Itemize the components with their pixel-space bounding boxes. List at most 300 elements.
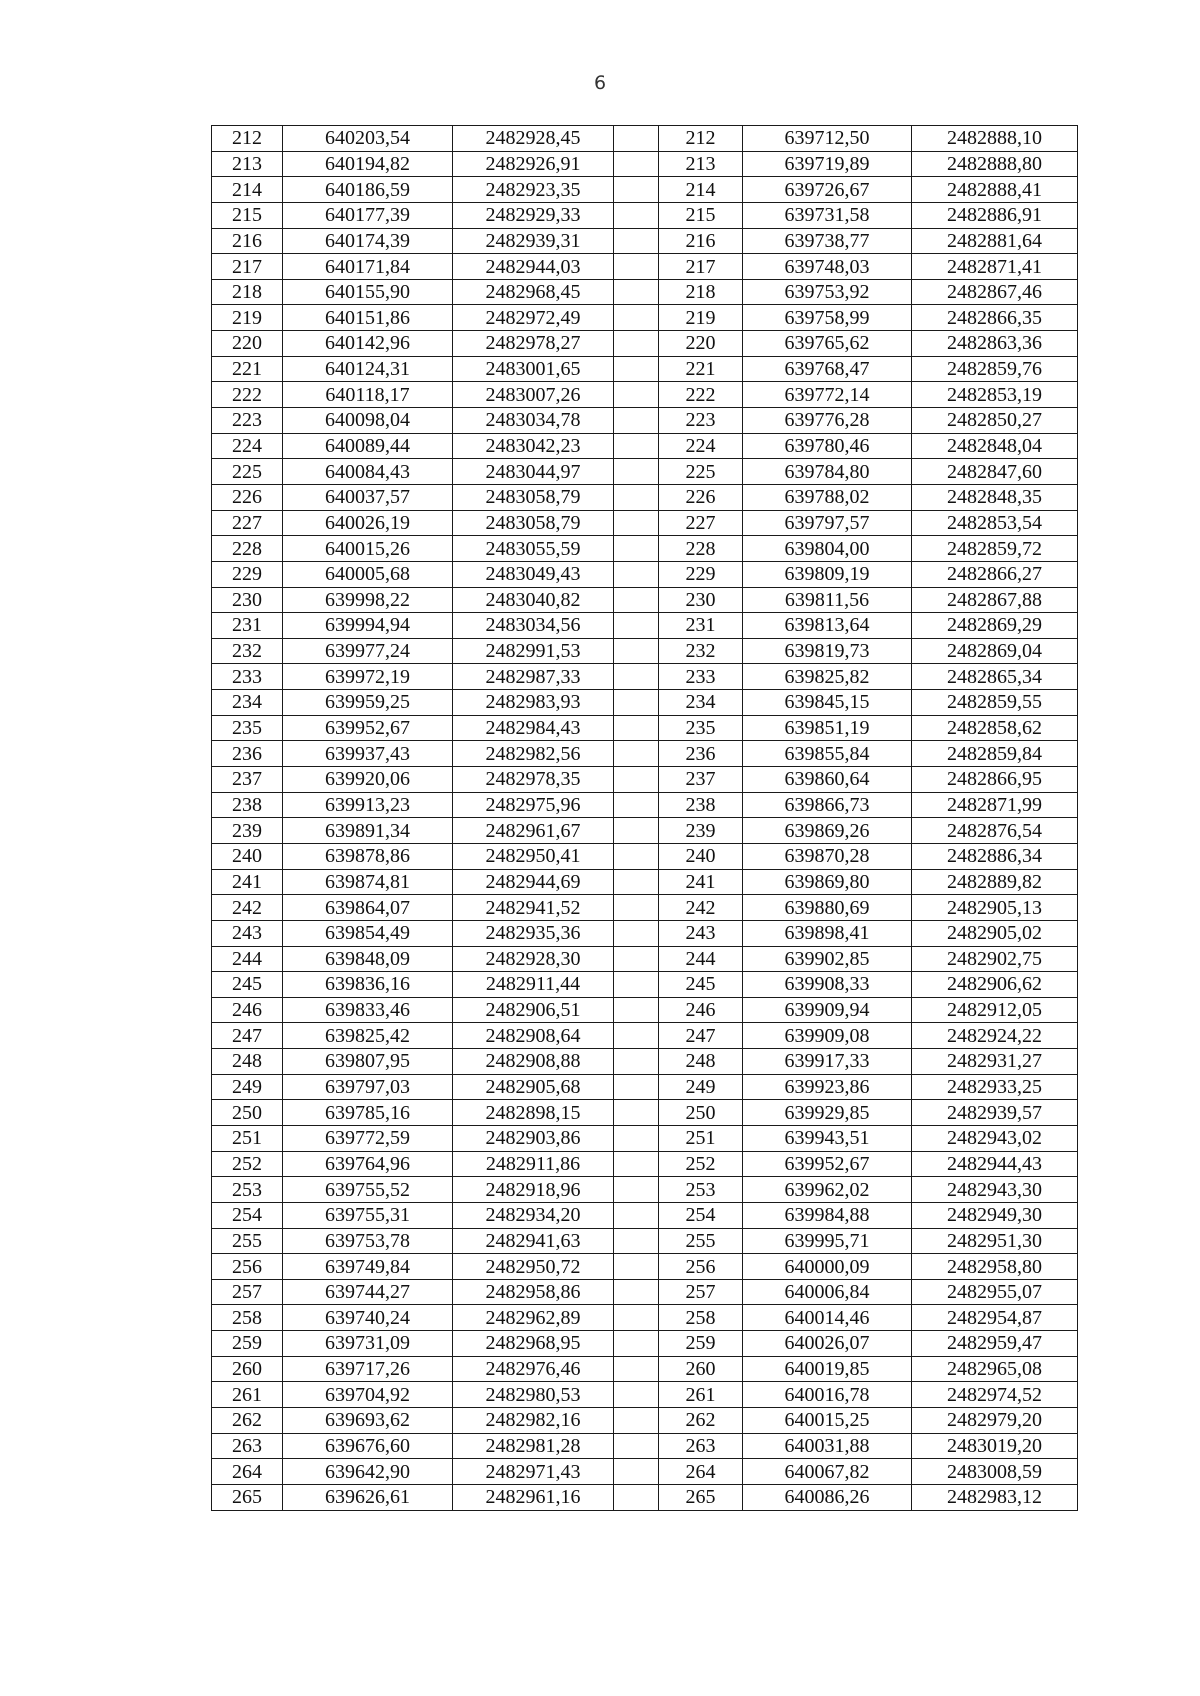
right-x-coordinate: 639804,00 [743, 536, 912, 562]
right-point-number: 256 [659, 1254, 743, 1280]
right-point-number: 221 [659, 356, 743, 382]
empty-gap-cell [614, 510, 659, 536]
right-x-coordinate: 639917,33 [743, 1049, 912, 1075]
right-y-coordinate: 2482902,75 [912, 946, 1078, 972]
right-x-coordinate: 639880,69 [743, 895, 912, 921]
right-y-coordinate: 2482888,41 [912, 177, 1078, 203]
right-point-number: 254 [659, 1202, 743, 1228]
empty-gap-cell [614, 356, 659, 382]
left-point-number: 253 [212, 1177, 283, 1203]
right-y-coordinate: 2482866,27 [912, 561, 1078, 587]
table-row [212, 1023, 1078, 1049]
right-y-coordinate: 2482866,95 [912, 767, 1078, 793]
left-y-coordinate: 2483042,23 [453, 433, 614, 459]
left-x-coordinate: 639755,52 [283, 1177, 453, 1203]
left-y-coordinate: 2482961,16 [453, 1484, 614, 1510]
right-x-coordinate: 640006,84 [743, 1279, 912, 1305]
right-y-coordinate: 2482866,35 [912, 305, 1078, 331]
table-row [212, 1279, 1078, 1305]
left-x-coordinate: 639744,27 [283, 1279, 453, 1305]
table-row [212, 126, 1078, 152]
left-y-coordinate: 2482950,72 [453, 1254, 614, 1280]
right-point-number: 212 [659, 126, 743, 152]
empty-gap-cell [614, 228, 659, 254]
right-point-number: 220 [659, 331, 743, 357]
left-point-number: 250 [212, 1100, 283, 1126]
table-row [212, 1356, 1078, 1382]
left-x-coordinate: 639772,59 [283, 1125, 453, 1151]
right-x-coordinate: 639929,85 [743, 1100, 912, 1126]
empty-gap-cell [614, 664, 659, 690]
left-y-coordinate: 2482950,41 [453, 843, 614, 869]
empty-gap-cell [614, 843, 659, 869]
left-y-coordinate: 2482918,96 [453, 1177, 614, 1203]
right-y-coordinate: 2482869,04 [912, 638, 1078, 664]
right-y-coordinate: 2482886,91 [912, 202, 1078, 228]
left-point-number: 230 [212, 587, 283, 613]
left-point-number: 261 [212, 1382, 283, 1408]
left-x-coordinate: 639977,24 [283, 638, 453, 664]
left-point-number: 221 [212, 356, 283, 382]
right-point-number: 246 [659, 997, 743, 1023]
empty-gap-cell [614, 279, 659, 305]
left-point-number: 231 [212, 613, 283, 639]
right-y-coordinate: 2482871,99 [912, 792, 1078, 818]
right-x-coordinate: 639797,57 [743, 510, 912, 536]
right-point-number: 224 [659, 433, 743, 459]
right-point-number: 223 [659, 408, 743, 434]
right-point-number: 217 [659, 254, 743, 280]
left-x-coordinate: 639848,09 [283, 946, 453, 972]
right-y-coordinate: 2482859,76 [912, 356, 1078, 382]
left-y-coordinate: 2482958,86 [453, 1279, 614, 1305]
right-x-coordinate: 639995,71 [743, 1228, 912, 1254]
empty-gap-cell [614, 305, 659, 331]
right-point-number: 241 [659, 869, 743, 895]
empty-gap-cell [614, 997, 659, 1023]
left-y-coordinate: 2482987,33 [453, 664, 614, 690]
right-y-coordinate: 2482949,30 [912, 1202, 1078, 1228]
right-y-coordinate: 2482853,19 [912, 382, 1078, 408]
left-point-number: 243 [212, 920, 283, 946]
table-row [212, 972, 1078, 998]
empty-gap-cell [614, 459, 659, 485]
right-y-coordinate: 2482979,20 [912, 1408, 1078, 1434]
left-x-coordinate: 639920,06 [283, 767, 453, 793]
left-point-number: 227 [212, 510, 283, 536]
empty-gap-cell [614, 1125, 659, 1151]
right-point-number: 213 [659, 151, 743, 177]
right-x-coordinate: 639811,56 [743, 587, 912, 613]
left-y-coordinate: 2482911,86 [453, 1151, 614, 1177]
right-x-coordinate: 640016,78 [743, 1382, 912, 1408]
right-x-coordinate: 639952,67 [743, 1151, 912, 1177]
right-y-coordinate: 2482905,02 [912, 920, 1078, 946]
table-row [212, 1177, 1078, 1203]
table-row [212, 843, 1078, 869]
table-row [212, 151, 1078, 177]
left-y-coordinate: 2482928,45 [453, 126, 614, 152]
right-x-coordinate: 639923,86 [743, 1074, 912, 1100]
right-point-number: 253 [659, 1177, 743, 1203]
table-row [212, 1408, 1078, 1434]
right-x-coordinate: 640026,07 [743, 1331, 912, 1357]
left-x-coordinate: 639891,34 [283, 818, 453, 844]
left-y-coordinate: 2483001,65 [453, 356, 614, 382]
left-x-coordinate: 639833,46 [283, 997, 453, 1023]
table-row [212, 741, 1078, 767]
right-y-coordinate: 2482974,52 [912, 1382, 1078, 1408]
left-x-coordinate: 639693,62 [283, 1408, 453, 1434]
table-row [212, 305, 1078, 331]
table-row [212, 1484, 1078, 1510]
left-x-coordinate: 640118,17 [283, 382, 453, 408]
right-y-coordinate: 2482886,34 [912, 843, 1078, 869]
right-point-number: 215 [659, 202, 743, 228]
left-y-coordinate: 2482928,30 [453, 946, 614, 972]
empty-gap-cell [614, 1484, 659, 1510]
right-y-coordinate: 2482924,22 [912, 1023, 1078, 1049]
left-point-number: 233 [212, 664, 283, 690]
table-row [212, 279, 1078, 305]
right-x-coordinate: 639870,28 [743, 843, 912, 869]
right-point-number: 242 [659, 895, 743, 921]
right-point-number: 237 [659, 767, 743, 793]
left-y-coordinate: 2483058,79 [453, 510, 614, 536]
right-x-coordinate: 639869,26 [743, 818, 912, 844]
left-y-coordinate: 2482906,51 [453, 997, 614, 1023]
left-point-number: 251 [212, 1125, 283, 1151]
right-y-coordinate: 2482847,60 [912, 459, 1078, 485]
right-y-coordinate: 2482889,82 [912, 869, 1078, 895]
empty-gap-cell [614, 1049, 659, 1075]
table-row [212, 690, 1078, 716]
left-x-coordinate: 640098,04 [283, 408, 453, 434]
left-x-coordinate: 639731,09 [283, 1331, 453, 1357]
left-x-coordinate: 640177,39 [283, 202, 453, 228]
left-x-coordinate: 639854,49 [283, 920, 453, 946]
right-point-number: 229 [659, 561, 743, 587]
left-point-number: 247 [212, 1023, 283, 1049]
left-y-coordinate: 2482898,15 [453, 1100, 614, 1126]
left-x-coordinate: 639797,03 [283, 1074, 453, 1100]
right-point-number: 235 [659, 715, 743, 741]
right-point-number: 260 [659, 1356, 743, 1382]
left-point-number: 220 [212, 331, 283, 357]
left-point-number: 226 [212, 484, 283, 510]
right-x-coordinate: 639984,88 [743, 1202, 912, 1228]
table-row [212, 920, 1078, 946]
left-point-number: 246 [212, 997, 283, 1023]
right-y-coordinate: 2482965,08 [912, 1356, 1078, 1382]
table-row [212, 459, 1078, 485]
right-point-number: 231 [659, 613, 743, 639]
right-x-coordinate: 639869,80 [743, 869, 912, 895]
left-point-number: 241 [212, 869, 283, 895]
right-point-number: 249 [659, 1074, 743, 1100]
empty-gap-cell [614, 587, 659, 613]
left-y-coordinate: 2483055,59 [453, 536, 614, 562]
table-row [212, 1305, 1078, 1331]
left-point-number: 263 [212, 1433, 283, 1459]
table-row [212, 356, 1078, 382]
right-x-coordinate: 639719,89 [743, 151, 912, 177]
left-x-coordinate: 640015,26 [283, 536, 453, 562]
right-y-coordinate: 2482939,57 [912, 1100, 1078, 1126]
left-point-number: 264 [212, 1459, 283, 1485]
left-x-coordinate: 639959,25 [283, 690, 453, 716]
table-row [212, 1228, 1078, 1254]
empty-gap-cell [614, 202, 659, 228]
left-y-coordinate: 2482982,56 [453, 741, 614, 767]
right-y-coordinate: 2482859,84 [912, 741, 1078, 767]
left-point-number: 258 [212, 1305, 283, 1331]
table-row [212, 510, 1078, 536]
left-point-number: 217 [212, 254, 283, 280]
left-point-number: 242 [212, 895, 283, 921]
coordinates-table [211, 125, 1078, 1511]
empty-gap-cell [614, 484, 659, 510]
right-x-coordinate: 640086,26 [743, 1484, 912, 1510]
right-point-number: 225 [659, 459, 743, 485]
table-row [212, 484, 1078, 510]
left-point-number: 225 [212, 459, 283, 485]
left-point-number: 219 [212, 305, 283, 331]
left-point-number: 239 [212, 818, 283, 844]
right-point-number: 261 [659, 1382, 743, 1408]
left-point-number: 259 [212, 1331, 283, 1357]
left-x-coordinate: 640089,44 [283, 433, 453, 459]
right-y-coordinate: 2482931,27 [912, 1049, 1078, 1075]
left-point-number: 240 [212, 843, 283, 869]
left-y-coordinate: 2482984,43 [453, 715, 614, 741]
empty-gap-cell [614, 972, 659, 998]
left-y-coordinate: 2482935,36 [453, 920, 614, 946]
right-x-coordinate: 639780,46 [743, 433, 912, 459]
empty-gap-cell [614, 1202, 659, 1228]
left-y-coordinate: 2483034,56 [453, 613, 614, 639]
empty-gap-cell [614, 408, 659, 434]
right-y-coordinate: 2482867,88 [912, 587, 1078, 613]
right-x-coordinate: 639784,80 [743, 459, 912, 485]
left-y-coordinate: 2482908,64 [453, 1023, 614, 1049]
left-x-coordinate: 639836,16 [283, 972, 453, 998]
table-row [212, 715, 1078, 741]
left-x-coordinate: 639785,16 [283, 1100, 453, 1126]
left-point-number: 218 [212, 279, 283, 305]
right-y-coordinate: 2482858,62 [912, 715, 1078, 741]
table-row [212, 331, 1078, 357]
right-point-number: 259 [659, 1331, 743, 1357]
right-y-coordinate: 2482881,64 [912, 228, 1078, 254]
right-x-coordinate: 639731,58 [743, 202, 912, 228]
left-y-coordinate: 2482944,03 [453, 254, 614, 280]
right-x-coordinate: 639726,67 [743, 177, 912, 203]
left-x-coordinate: 639994,94 [283, 613, 453, 639]
table-row [212, 613, 1078, 639]
right-y-coordinate: 2482933,25 [912, 1074, 1078, 1100]
right-point-number: 228 [659, 536, 743, 562]
left-x-coordinate: 639937,43 [283, 741, 453, 767]
empty-gap-cell [614, 1023, 659, 1049]
right-point-number: 240 [659, 843, 743, 869]
right-x-coordinate: 639909,08 [743, 1023, 912, 1049]
table-row [212, 946, 1078, 972]
left-point-number: 232 [212, 638, 283, 664]
table-row [212, 1331, 1078, 1357]
empty-gap-cell [614, 1074, 659, 1100]
left-point-number: 224 [212, 433, 283, 459]
left-point-number: 262 [212, 1408, 283, 1434]
right-point-number: 233 [659, 664, 743, 690]
left-y-coordinate: 2482980,53 [453, 1382, 614, 1408]
left-x-coordinate: 640151,86 [283, 305, 453, 331]
left-y-coordinate: 2482905,68 [453, 1074, 614, 1100]
left-point-number: 223 [212, 408, 283, 434]
right-y-coordinate: 2482951,30 [912, 1228, 1078, 1254]
empty-gap-cell [614, 177, 659, 203]
left-x-coordinate: 640194,82 [283, 151, 453, 177]
empty-gap-cell [614, 1433, 659, 1459]
empty-gap-cell [614, 433, 659, 459]
left-point-number: 237 [212, 767, 283, 793]
right-y-coordinate: 2482865,34 [912, 664, 1078, 690]
table-row [212, 254, 1078, 280]
right-x-coordinate: 639813,64 [743, 613, 912, 639]
right-y-coordinate: 2482888,80 [912, 151, 1078, 177]
right-point-number: 255 [659, 1228, 743, 1254]
right-y-coordinate: 2482943,30 [912, 1177, 1078, 1203]
left-point-number: 248 [212, 1049, 283, 1075]
right-y-coordinate: 2482888,10 [912, 126, 1078, 152]
right-y-coordinate: 2482943,02 [912, 1125, 1078, 1151]
empty-gap-cell [614, 254, 659, 280]
right-point-number: 257 [659, 1279, 743, 1305]
right-y-coordinate: 2482859,55 [912, 690, 1078, 716]
left-y-coordinate: 2483040,82 [453, 587, 614, 613]
right-y-coordinate: 2482871,41 [912, 254, 1078, 280]
left-point-number: 249 [212, 1074, 283, 1100]
left-y-coordinate: 2482978,27 [453, 331, 614, 357]
right-x-coordinate: 639845,15 [743, 690, 912, 716]
empty-gap-cell [614, 561, 659, 587]
table-row [212, 1151, 1078, 1177]
table-row [212, 1433, 1078, 1459]
table-row [212, 1074, 1078, 1100]
right-point-number: 234 [659, 690, 743, 716]
left-y-coordinate: 2482903,86 [453, 1125, 614, 1151]
right-y-coordinate: 2482869,29 [912, 613, 1078, 639]
right-point-number: 219 [659, 305, 743, 331]
left-y-coordinate: 2482941,63 [453, 1228, 614, 1254]
right-x-coordinate: 640019,85 [743, 1356, 912, 1382]
left-x-coordinate: 640171,84 [283, 254, 453, 280]
left-y-coordinate: 2482968,95 [453, 1331, 614, 1357]
left-y-coordinate: 2482939,31 [453, 228, 614, 254]
empty-gap-cell [614, 1408, 659, 1434]
table-row [212, 587, 1078, 613]
right-x-coordinate: 639772,14 [743, 382, 912, 408]
left-point-number: 244 [212, 946, 283, 972]
left-y-coordinate: 2482981,28 [453, 1433, 614, 1459]
right-point-number: 243 [659, 920, 743, 946]
empty-gap-cell [614, 895, 659, 921]
empty-gap-cell [614, 1100, 659, 1126]
left-y-coordinate: 2482972,49 [453, 305, 614, 331]
right-point-number: 232 [659, 638, 743, 664]
left-point-number: 255 [212, 1228, 283, 1254]
right-y-coordinate: 2482906,62 [912, 972, 1078, 998]
right-point-number: 222 [659, 382, 743, 408]
table-row [212, 536, 1078, 562]
right-point-number: 230 [659, 587, 743, 613]
table-row [212, 1254, 1078, 1280]
right-x-coordinate: 639788,02 [743, 484, 912, 510]
left-point-number: 238 [212, 792, 283, 818]
left-y-coordinate: 2482944,69 [453, 869, 614, 895]
right-x-coordinate: 639908,33 [743, 972, 912, 998]
left-y-coordinate: 2483058,79 [453, 484, 614, 510]
right-point-number: 250 [659, 1100, 743, 1126]
right-point-number: 247 [659, 1023, 743, 1049]
right-y-coordinate: 2482850,27 [912, 408, 1078, 434]
right-x-coordinate: 640067,82 [743, 1459, 912, 1485]
right-y-coordinate: 2482848,04 [912, 433, 1078, 459]
left-y-coordinate: 2482929,33 [453, 202, 614, 228]
empty-gap-cell [614, 382, 659, 408]
left-x-coordinate: 640037,57 [283, 484, 453, 510]
empty-gap-cell [614, 869, 659, 895]
empty-gap-cell [614, 536, 659, 562]
table-row [212, 202, 1078, 228]
right-point-number: 218 [659, 279, 743, 305]
left-y-coordinate: 2482926,91 [453, 151, 614, 177]
left-point-number: 216 [212, 228, 283, 254]
right-x-coordinate: 639758,99 [743, 305, 912, 331]
right-x-coordinate: 639748,03 [743, 254, 912, 280]
left-x-coordinate: 639998,22 [283, 587, 453, 613]
right-x-coordinate: 639943,51 [743, 1125, 912, 1151]
left-x-coordinate: 640005,68 [283, 561, 453, 587]
right-x-coordinate: 639902,85 [743, 946, 912, 972]
table-row [212, 638, 1078, 664]
right-y-coordinate: 2482959,47 [912, 1331, 1078, 1357]
left-x-coordinate: 640026,19 [283, 510, 453, 536]
left-x-coordinate: 640084,43 [283, 459, 453, 485]
table-row [212, 1382, 1078, 1408]
left-x-coordinate: 640174,39 [283, 228, 453, 254]
left-y-coordinate: 2482982,16 [453, 1408, 614, 1434]
right-x-coordinate: 639765,62 [743, 331, 912, 357]
left-x-coordinate: 639972,19 [283, 664, 453, 690]
right-y-coordinate: 2482955,07 [912, 1279, 1078, 1305]
left-y-coordinate: 2482971,43 [453, 1459, 614, 1485]
left-x-coordinate: 639676,60 [283, 1433, 453, 1459]
left-point-number: 260 [212, 1356, 283, 1382]
right-y-coordinate: 2482983,12 [912, 1484, 1078, 1510]
right-point-number: 238 [659, 792, 743, 818]
left-x-coordinate: 639626,61 [283, 1484, 453, 1510]
table-row [212, 818, 1078, 844]
empty-gap-cell [614, 1279, 659, 1305]
left-x-coordinate: 640203,54 [283, 126, 453, 152]
right-x-coordinate: 640000,09 [743, 1254, 912, 1280]
left-point-number: 234 [212, 690, 283, 716]
right-x-coordinate: 640031,88 [743, 1433, 912, 1459]
left-y-coordinate: 2483044,97 [453, 459, 614, 485]
right-point-number: 265 [659, 1484, 743, 1510]
right-x-coordinate: 639753,92 [743, 279, 912, 305]
